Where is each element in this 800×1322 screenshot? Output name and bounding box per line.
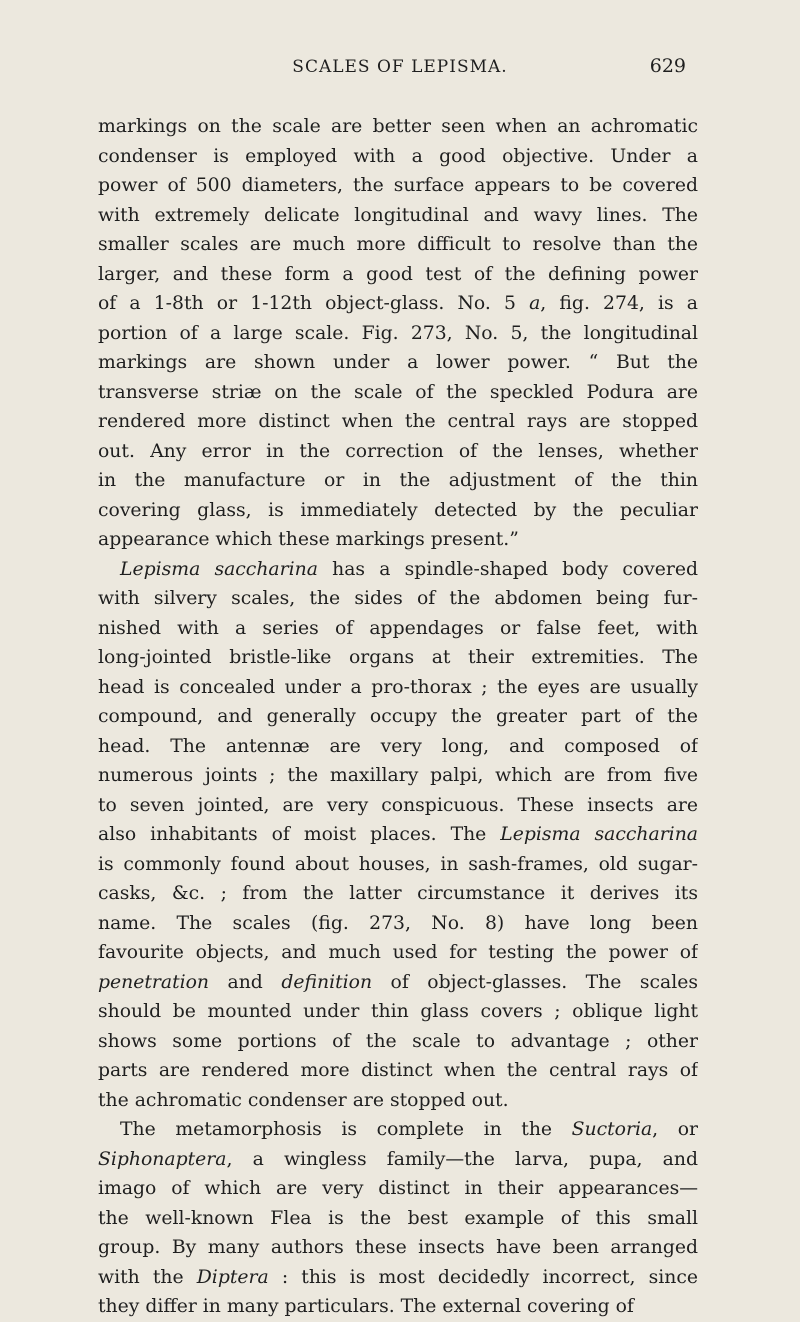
text-line: The metamorphosis is complete in the Suctoria, or [120, 1119, 698, 1140]
body-text [98, 112, 698, 1322]
text-line: favourite objects, and much used for testing the power of [98, 942, 698, 963]
text-line: appearance which these markings present.” [98, 529, 519, 550]
text-line: condenser is employed with a good objective. Under a [98, 145, 698, 167]
text-line: Siphonaptera, a wingless family—the larva, pupa, and [98, 1148, 698, 1170]
text-line: head. The antennæ are very long, and composed of [98, 735, 698, 757]
text-line: compound, and generally occupy the greater part of the [98, 706, 698, 727]
text-line: imago of which are very distinct in their appearances— [98, 1178, 698, 1199]
text-line: long-jointed bristle-like organs at their extremities. The [98, 647, 698, 668]
text-line: markings on the scale are better seen when an achromatic [98, 116, 698, 137]
text-line: portion of a large scale. Fig. 273, No. 5, the longitudinal [98, 322, 698, 344]
text-line: with silvery scales, the sides of the abdomen being fur- [98, 588, 698, 609]
text-line: group. By many authors these insects have been arranged [98, 1237, 698, 1258]
text-line: the achromatic condenser are stopped out. [98, 1089, 509, 1111]
text-line: should be mounted under thin glass covers ; oblique light [98, 1001, 698, 1022]
text-line: numerous joints ; the maxillary palpi, which are from five [98, 765, 698, 786]
text-line: to seven jointed, are very conspicuous. These insects are [98, 794, 698, 816]
page-header [0, 55, 800, 85]
text-line: also inhabitants of moist places. The Lepisma saccharina [98, 824, 698, 845]
text-line: the well-known Flea is the best example of this small [98, 1207, 698, 1229]
text-line: nished with a series of appendages or false feet, with [98, 617, 698, 639]
text-line: smaller scales are much more difficult to resolve than the [98, 234, 698, 255]
text-line: out. Any error in the correction of the lenses, whether [98, 440, 698, 462]
text-line: covering glass, is immediately detected by the peculiar [98, 499, 698, 521]
text-line: they differ in many particulars. The external covering of [98, 1296, 634, 1317]
text-line: larger, and these form a good test of the defining power [98, 263, 698, 285]
text-line: penetration and definition of object-glasses. The scales [98, 971, 698, 993]
text-line: casks, &c. ; from the latter circumstance it derives its [98, 883, 698, 904]
text-line: with extremely delicate longitudinal and wavy lines. The [98, 204, 698, 226]
text-line: markings are shown under a lower power. “ But the [98, 352, 698, 373]
text-line: transverse striæ on the scale of the speckled Podura are [98, 381, 698, 403]
page-number: 629 [649, 55, 686, 77]
running-title: SCALES OF LEPISMA. [292, 57, 508, 77]
text-line: parts are rendered more distinct when the central rays of [98, 1060, 698, 1081]
text-line: rendered more distinct when the central rays are stopped [98, 411, 698, 432]
text-line: name. The scales (fig. 273, No. 8) have long been [98, 912, 698, 934]
text-line: with the Diptera : this is most decidedly incorrect, since [98, 1266, 698, 1288]
text-line: in the manufacture or in the adjustment of the thin [98, 470, 698, 491]
text-line: Lepisma saccharina has a spindle-shaped body covered [120, 558, 698, 580]
text-line: power of 500 diameters, the surface appears to be covered [98, 175, 698, 196]
text-line: is commonly found about houses, in sash-frames, old sugar- [98, 853, 698, 875]
text-line: shows some portions of the scale to advantage ; other [98, 1030, 698, 1052]
text-line: head is concealed under a pro-thorax ; the eyes are usually [98, 676, 698, 698]
text-line: of a 1-8th or 1-12th object-glass. No. 5 a, fig. 274, is a [98, 293, 698, 314]
